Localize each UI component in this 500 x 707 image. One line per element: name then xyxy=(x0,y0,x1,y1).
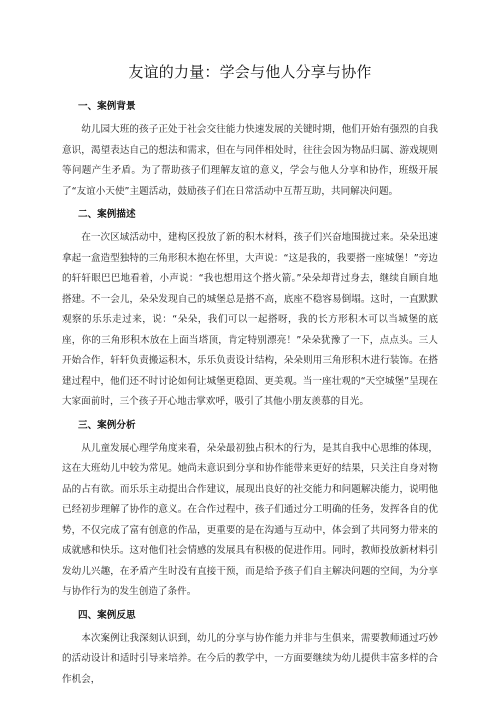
section-analysis xyxy=(62,419,438,603)
section-body: 从儿童发展心理学角度来看，朵朵最初独占积木的行为，是其自我中心思维的体现，这在大班幼儿中较为常见。她尚未意识到分享和协作能带来更好的结果，只关注自身对物品的占有欲。而乐乐主动提出合作建议，展现出良好的社交能力和问题解决能力，说明他已经初步理解了协作的意义。在合作过程中，孩子们通过分工明确的任务，发挥各自的优势，不仅完成了富有创意的作品，更重要的是在沟通与互动中，体会到了共同努力带来的成就感和快乐。这对他们社会情感的发展具有积极的促进作用。同时，教师投放新材料引发幼儿兴趣，在矛盾产生时没有直接干预，而是给予孩子们自主解决问题的空间，为分享与协作行为的发生创造了条件。 xyxy=(62,442,438,597)
section-background xyxy=(62,100,438,202)
section-heading: 一、案例背景 xyxy=(78,101,136,112)
section-body: 本次案例让我深刻认识到，幼儿的分享与协作能力并非与生俱来，需要教师通过巧妙的活动设计和适时引导来培养。在今后的教学中，一方面要继续为幼儿提供丰富多样的合作机会， xyxy=(62,632,438,685)
section-body: 在一次区域活动中，建构区投放了新的积木材料，孩子们兴奋地围拢过来。朵朵迅速拿起一盒造型独特的三角形积木抱在怀里，大声说：“这是我的，我要搭一座城堡！”旁边的轩轩眼巴巴地看着，小声说：“我也想用这个搭火箭。”朵朵却背过身去，继续自顾自地搭建。不一会儿，朵朵发现自己的城堡总是搭不高，底座不稳容易倒塌。这时，一直默默观察的乐乐走过来，说：“朵朵，我们可以一起搭呀，我的长方形积木可以当城堡的底座，你的三角形积木放在上面当塔顶，肯定特别漂亮！”朵朵犹豫了一下，点点头。三人开始合作，轩轩负责搬运积木，乐乐负责设计结构，朵朵则用三角形积木进行装饰。在搭建过程中，他们还不时讨论如何让城堡更稳固、更美观。当一座壮观的“天空城堡”呈现在大家面前时，三个孩子开心地击掌欢呼，吸引了其他小朋友羡慕的目光。 xyxy=(62,232,438,407)
section-heading: 三、案例分析 xyxy=(78,419,136,431)
section-reflection xyxy=(62,609,438,691)
section-heading: 四、案例反思 xyxy=(78,609,136,621)
document-title: 友谊的力量：学会与他人分享与协作 xyxy=(128,63,372,81)
section-heading: 二、案例描述 xyxy=(78,209,136,220)
section-body: 幼儿园大班的孩子正处于社会交往能力快速发展的关键时期，他们开始有强烈的自我意识，渴望表达自己的想法和需求，但在与同伴相处时，往往会因为物品归属、游戏规则等问题产生矛盾。为了帮助孩子们理解友谊的意义，学会与他人分享和协作，班级开展了“友谊小天使”主题活动，鼓励孩子们在日常活动中互帮互助，共同解决问题。 xyxy=(62,124,438,197)
section-description xyxy=(62,208,438,413)
